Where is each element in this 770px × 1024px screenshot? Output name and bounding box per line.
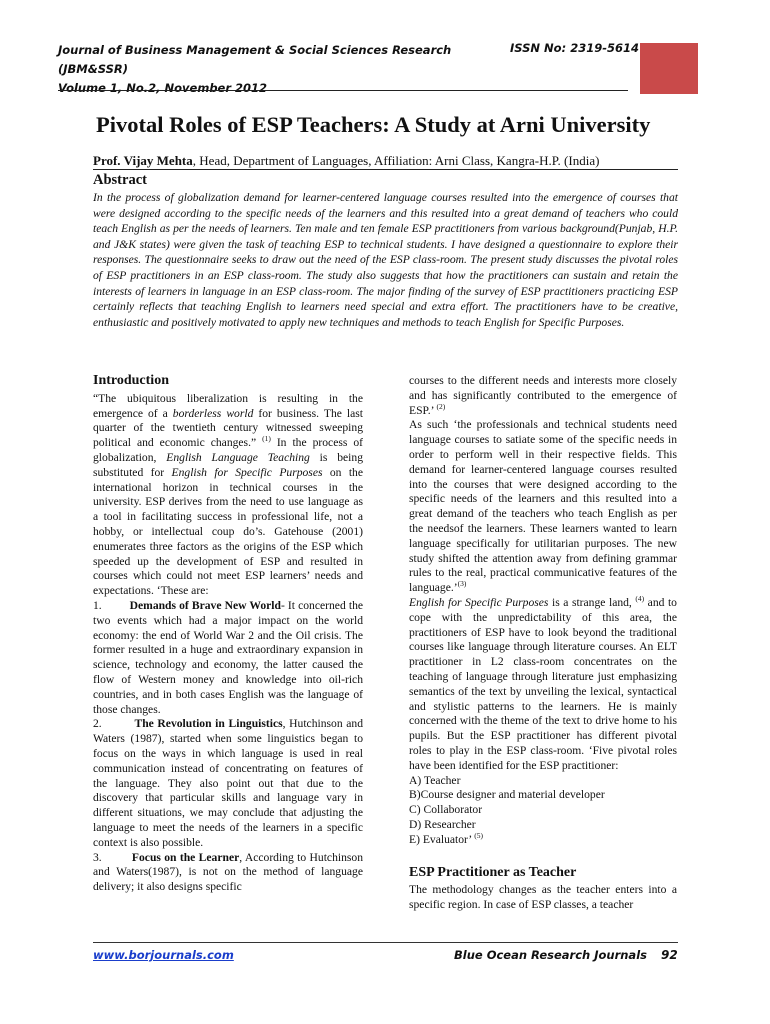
- paragraph: [409, 418, 677, 596]
- text-run: English Language Teaching: [166, 450, 310, 464]
- introduction-heading: Introduction: [93, 373, 169, 388]
- paragraph: [409, 374, 677, 418]
- text-run: borderless world: [172, 406, 254, 420]
- author-affiliation: , Head, Department of Languages, Affiliation: Arni Class, Kangra-H.P. (India): [192, 153, 600, 168]
- text-run: English for Specific Purposes: [409, 595, 549, 609]
- paragraph: The methodology changes as the teacher enters into a specific region. In case of ESP classes, a teacher: [409, 883, 677, 912]
- text-run: English for Specific Purposes: [171, 465, 323, 479]
- author-name: Prof. Vijay Mehta: [93, 153, 193, 168]
- text-run: courses to the different needs and interests more closely and has significantly contributed to the emergence of ESP.’: [409, 374, 677, 417]
- abstract-heading: Abstract: [93, 172, 147, 188]
- text-run: As such ‘the professionals and technical students need language courses to satiate some of the specific needs in order to perform well in their respective fields. This demand for learner-centered language courses resulted into the courses that were designed according to the specific needs of the learners and this resulted into a great demand of the teachers who teach English as per the needsof the learners. These learners wanted to learn language specifically for utilitarian purposes. The new study shifted the attention away from defining grammar rules to the real, practical communicative features of the language.’: [409, 418, 677, 595]
- list-item: [93, 851, 363, 895]
- text-run: “The ubiquitous liberalization is resulting in the emergence of a: [93, 391, 363, 420]
- footer-publisher: Blue Ocean Research Journals: [454, 948, 647, 962]
- intro-paragraph: [93, 392, 363, 599]
- list-item-title: Demands of Brave New World: [129, 598, 281, 612]
- header-divider: [58, 90, 628, 91]
- left-column: [93, 374, 363, 895]
- journal-volume: Volume 1, No.2, November 2012: [58, 81, 268, 95]
- list-item-title: Focus on the Learner: [131, 850, 240, 864]
- citation-marker: (1): [262, 434, 271, 444]
- text-run: on the international horizon in technical courses in the university. ESP derives from the need to use language as a tool in facilitating success in professional life, not a hobby, or intellectual coup do’s. Gatehouse (2001) enumerates three factors as the origins of the ESP which speeded up the development of ESP and resulted in courses which could not meet ESP learners’ needs and expectations. ‘These are:: [93, 465, 363, 598]
- list-number: 1.: [93, 598, 102, 612]
- author-divider: [93, 169, 678, 170]
- list-item: [93, 599, 363, 717]
- header-logo-block: [640, 43, 698, 94]
- text-run: E) Evaluator’: [409, 832, 475, 846]
- citation-marker: (4): [635, 594, 645, 604]
- list-item: [409, 830, 677, 848]
- paragraph: [409, 596, 677, 774]
- list-item-text: , Hutchinson and Waters (1987), started when some linguistics began to focus on the ways in which language is used in real communication instead of concentrating on features of the language. They also point out that due to the discovery that particular skills and language vary in different situations, we may conclude that adjusting the language to meet the needs of the learners in a specific context is also possible.: [93, 717, 363, 849]
- list-item-title: The Revolution in Linguistics: [134, 717, 283, 731]
- text-run: is a strange land,: [548, 595, 636, 609]
- author-line: [93, 153, 693, 169]
- page-number: 92: [661, 948, 678, 962]
- list-item-text: - It concerned the two events which had a major impact on the world economy: the end of World War 2 and the Oil crisis. The former resulted in a huge and extraordinary expansion in science, technology and economy, the latter caused the flow of Western money and knowledge into oil-rich countries, and in both cases English was the language of those changes.: [93, 598, 364, 716]
- list-item: B)Course designer and material developer: [409, 788, 605, 802]
- abstract-text: In the process of globalization demand for learner-centered language courses resulted into the emergence of courses that were designed according to the specific needs of the learners and this resulted into a great demand of teachers who could teach English as per the needs of learners. Ten male and ten female ESP practitioners from various background(Punjab, H.P. and J&K states) were given the task of teaching ESP to technical students. I have designed a questionnaire to explore their responses. The questionnaire seeks to draw out the need of the ESP class-room. The present study discusses the pivotal roles of ESP practitioners in an ESP class-room. The study also suggests that how the practitioners can sustain and retain the interests of learners in language in an ESP class-room. The major finding of the survey of ESP practitioners practicing ESP certainly reflects that teaching English to learners need special and extra effort. The practitioners have to be creative, enthusiastic and positively motivated to apply new techniques and methods to teach English for Specific Purposes.: [93, 191, 678, 329]
- footer-divider: [93, 942, 678, 943]
- text-run: and to cope with the unpredictability of this area, the practitioners of ESP have to look beyond the traditional courses like language through literature courses. An ELT practitioner in L2 class-room concentrates on the teaching of language through literature just emphasizing semantics of the text by unveiling the lexical, syntactical and stylistic patterns to the learners. He is mainly concerned with the theme of the text to drive home to his pupils. But the ESP practitioner has different pivotal roles to play in the ESP class-room. ‘Five pivotal roles have been identified for the ESP practitioner:: [409, 595, 677, 772]
- list-number: 3.: [93, 850, 102, 864]
- text-run: is being substituted for: [93, 450, 363, 479]
- citation-marker: (3): [457, 579, 467, 589]
- paper-title: Pivotal Roles of ESP Teachers: A Study at Arni University: [96, 112, 651, 137]
- issn: ISSN No: 2319-5614: [510, 41, 639, 55]
- section-heading: ESP Practitioner as Teacher: [409, 864, 577, 880]
- footer-website-link[interactable]: www.borjournals.com: [93, 948, 234, 962]
- text-run: for business. The last quarter of the twentieth century witnessed sweeping political and economic changes.”: [93, 406, 363, 450]
- list-item: A) Teacher: [409, 773, 461, 787]
- journal-name: Journal of Business Management & Social Sciences Research (JBM&SSR): [58, 43, 452, 76]
- list-item: [93, 717, 363, 850]
- list-item-text: , According to Hutchinson and Waters(1987), is not on the method of language delivery; it also designs specific: [93, 850, 363, 894]
- list-item: D) Researcher: [409, 817, 476, 831]
- roles-list: [409, 774, 677, 848]
- citation-marker: (5): [474, 830, 483, 840]
- text-run: In the process of globalization,: [93, 436, 363, 464]
- list-number: 2.: [93, 717, 102, 731]
- citation-marker: (2): [436, 401, 446, 411]
- list-item: C) Collaborator: [409, 803, 483, 817]
- right-column: [409, 374, 677, 913]
